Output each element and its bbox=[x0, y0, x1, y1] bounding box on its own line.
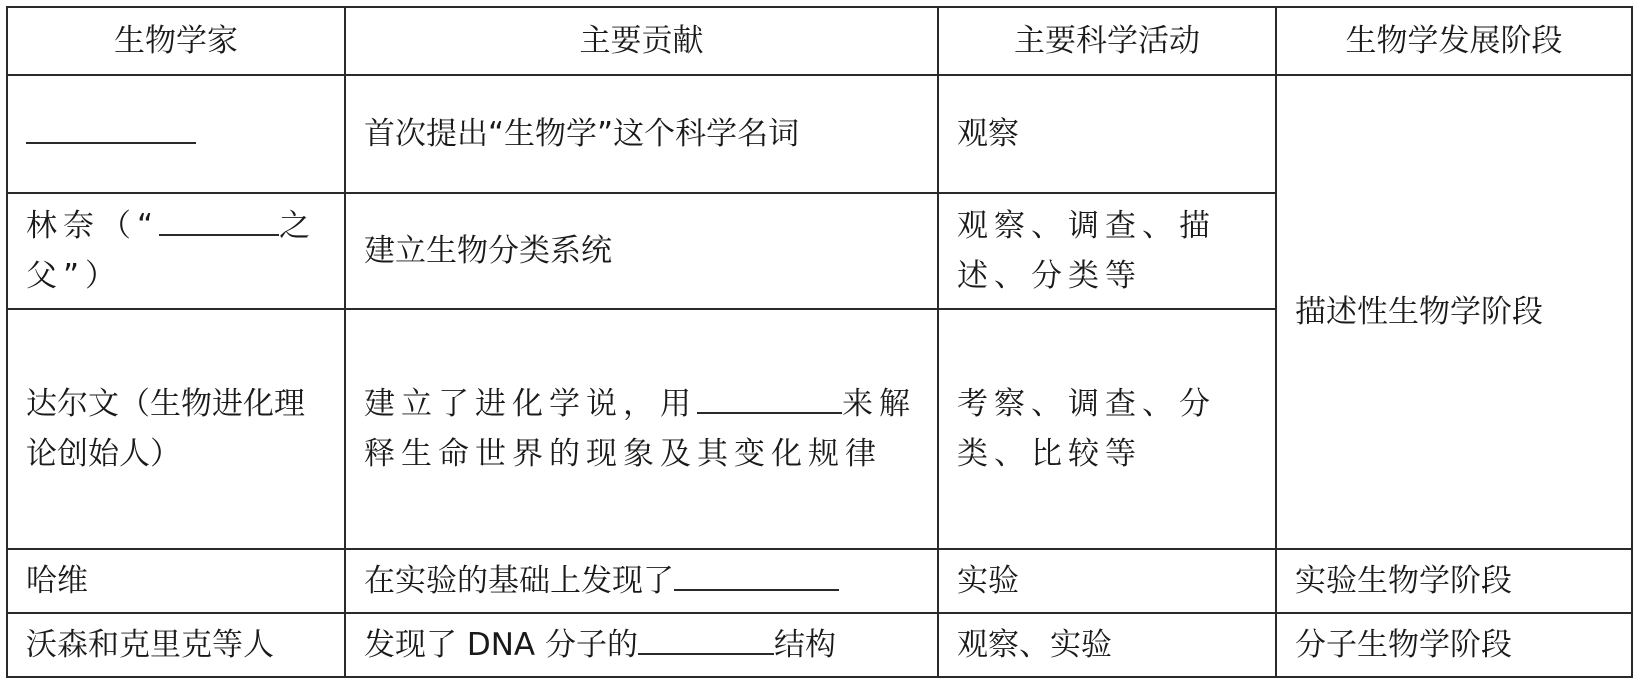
cell-contribution bbox=[345, 309, 938, 549]
cell-activity: 考察、调查、分类、比较等 bbox=[938, 309, 1276, 549]
cell-contribution bbox=[345, 613, 938, 677]
header-stage: 生物学发展阶段 bbox=[1276, 7, 1632, 75]
cell-stage-merged: 描述性生物学阶段 bbox=[1276, 75, 1632, 549]
cell-scientist: 哈维 bbox=[7, 549, 345, 613]
table-header-row bbox=[7, 7, 1632, 75]
header-scientist: 生物学家 bbox=[7, 7, 345, 75]
contribution-text-before: 建立了进化学说，用 bbox=[364, 386, 697, 422]
cell-stage: 分子生物学阶段 bbox=[1276, 613, 1632, 677]
biology-history-table bbox=[6, 6, 1633, 678]
cell-contribution bbox=[345, 549, 938, 613]
contribution-text-before: 发现了 DNA 分子的 bbox=[364, 627, 638, 663]
scientist-text-after: 之父”） bbox=[26, 208, 317, 294]
contribution-text-after: 结构 bbox=[773, 627, 836, 663]
biology-history-table-wrapper bbox=[6, 6, 1563, 678]
fill-in-blank[interactable] bbox=[159, 204, 279, 236]
contribution-text-after: 来解释生命世界的现象及其变化规律 bbox=[364, 386, 916, 472]
fill-in-blank[interactable] bbox=[697, 382, 842, 414]
cell-activity: 观察、调查、描述、分类等 bbox=[938, 193, 1276, 309]
cell-scientist: 达尔文（生物进化理论创始人） bbox=[7, 309, 345, 549]
header-activity: 主要科学活动 bbox=[938, 7, 1276, 75]
contribution-text-before: 在实验的基础上发现了 bbox=[364, 563, 674, 599]
cell-scientist bbox=[7, 193, 345, 309]
fill-in-blank[interactable] bbox=[638, 623, 774, 655]
cell-scientist: 沃森和克里克等人 bbox=[7, 613, 345, 677]
cell-activity: 观察 bbox=[938, 75, 1276, 193]
header-contribution: 主要贡献 bbox=[345, 7, 938, 75]
fill-in-blank[interactable] bbox=[674, 559, 839, 591]
cell-contribution: 首次提出“生物学”这个科学名词 bbox=[345, 75, 938, 193]
fill-in-blank[interactable] bbox=[26, 112, 196, 144]
table-row bbox=[7, 75, 1632, 193]
cell-contribution: 建立生物分类系统 bbox=[345, 193, 938, 309]
cell-activity: 观察、实验 bbox=[938, 613, 1276, 677]
scientist-text-before: 林奈（“ bbox=[26, 208, 160, 244]
table-row bbox=[7, 613, 1632, 677]
cell-activity: 实验 bbox=[938, 549, 1276, 613]
cell-stage: 实验生物学阶段 bbox=[1276, 549, 1632, 613]
cell-scientist-blank bbox=[7, 75, 345, 193]
table-row bbox=[7, 549, 1632, 613]
